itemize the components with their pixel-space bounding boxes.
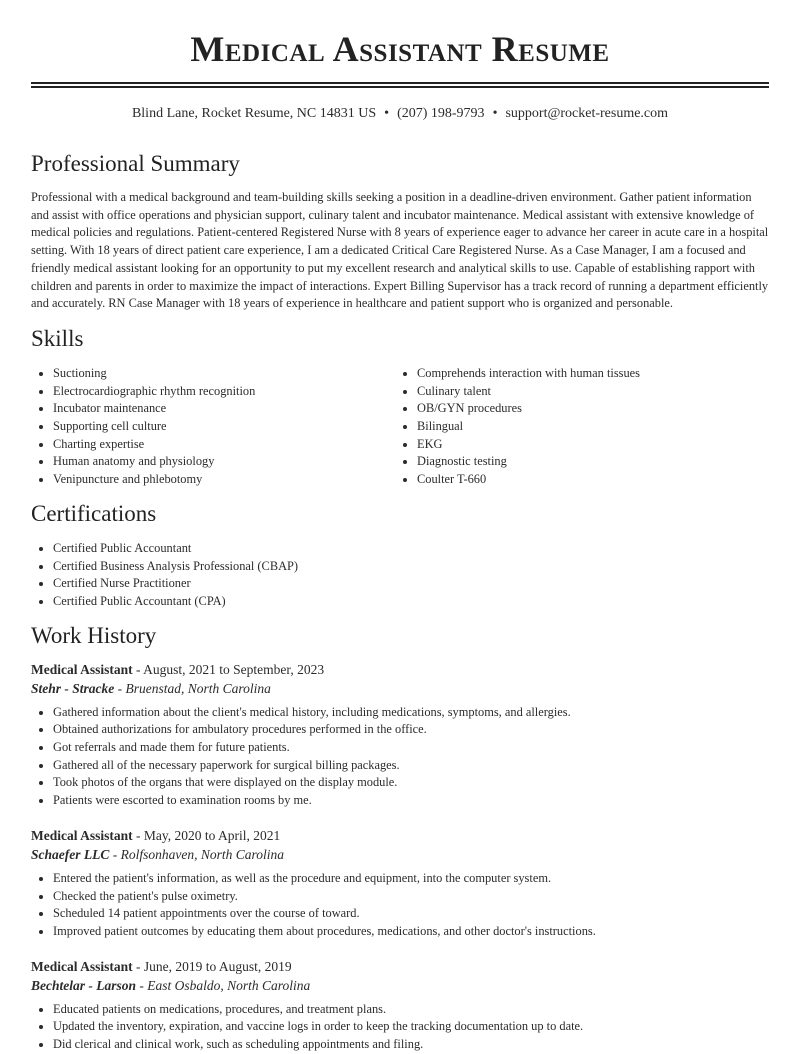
contact-email: support@rocket-resume.com — [505, 106, 669, 121]
job-entry — [31, 957, 769, 1054]
job-duties-list — [31, 704, 769, 810]
skill-item: • Bilingual — [417, 418, 759, 436]
job-duties-list — [31, 870, 769, 941]
job-title: Medical Assistant — [31, 827, 133, 843]
employer-line — [31, 976, 769, 995]
summary-text: Professional with a medical background and team-building skills seeking a position in a deadline-driven environment. Gather patient information and assist with office operations and physician support, culinary talent and incubator maintenance. Medical assistant with extensive knowledge of medical policies and regulations. Patient-centered Registered Nurse with 8 years of experience eager to advance her career in acute care in a hospital setting. With 18 years of direct patient care experience, I am a dedicated Critical Care Registered Nurse. As a Case Manager, I am a focused and friendly medical assistant looking for an opportunity to put my excellent research and analytical skills to use. Capable of establishing rapport with children and parents in order to maximize the impact of interactions. Expert Billing Supervisor has a track record of running a department efficiently and accurately. RN Case Manager with 18 years of experience in healthcare and patient support who is organized and personable. — [31, 190, 769, 311]
job-entry — [31, 826, 769, 941]
job-dates: - August, 2021 to September, 2023 — [132, 661, 325, 677]
job-duties-list — [31, 1001, 769, 1054]
job-location: - Bruenstad, North Carolina — [114, 680, 271, 696]
skill-item: • Venipuncture and phlebotomy — [53, 471, 395, 489]
skills-section — [31, 365, 769, 489]
job-duty-item: • Improved patient outcomes by educating them about procedures, medications, and other doctor's instructions. — [53, 923, 769, 941]
skills-heading: Skills — [31, 325, 84, 351]
employer-name: Schaefer LLC — [31, 846, 110, 862]
employer-name: Stehr - Stracke — [31, 680, 115, 696]
skill-item: • Incubator maintenance — [53, 400, 395, 418]
resume-title: Medical Assistant Resume — [190, 29, 610, 69]
job-duty-item: • Entered the patient's information, as well as the procedure and equipment, into the computer system. — [53, 870, 769, 888]
work-history-list — [31, 660, 769, 1054]
summary-heading: Professional Summary — [31, 151, 240, 176]
skill-item: • Culinary talent — [417, 383, 759, 401]
job-location: - Rolfsonhaven, North Carolina — [109, 846, 284, 862]
skills-column-right — [395, 365, 759, 489]
job-duty-item: • Updated the inventory, expiration, and vaccine logs in order to keep the tracking documentation up to date. — [53, 1018, 769, 1036]
job-duty-item: • Took photos of the organs that were displayed on the display module. — [53, 774, 769, 792]
job-duty-item: • Got referrals and made them for future patients. — [53, 739, 769, 757]
job-location: - East Osbaldo, North Carolina — [136, 977, 311, 993]
job-title-line — [31, 826, 769, 845]
skill-item: • EKG — [417, 436, 759, 454]
certification-item: • Certified Nurse Practitioner — [53, 575, 769, 593]
skill-item: • Comprehends interaction with human tissues — [417, 365, 759, 383]
employer-name: Bechtelar - Larson — [31, 977, 137, 993]
job-duty-item: • Scheduled 14 patient appointments over the course of toward. — [53, 905, 769, 923]
skill-item: • Diagnostic testing — [417, 453, 759, 471]
job-title-line — [31, 957, 769, 976]
job-duty-item: • Obtained authorizations for ambulatory procedures performed in the office. — [53, 721, 769, 739]
work-history-heading: Work History — [31, 622, 157, 648]
contact-address: Blind Lane, Rocket Resume, NC 14831 US — [131, 106, 377, 121]
certifications-heading: Certifications — [31, 500, 157, 526]
certification-item: • Certified Public Accountant (CPA) — [53, 593, 769, 611]
skill-item: • Electrocardiographic rhythm recognition — [53, 383, 395, 401]
job-title: Medical Assistant — [31, 958, 133, 974]
job-duty-item: • Patients were escorted to examination rooms by me. — [53, 792, 769, 810]
title-divider-top — [31, 82, 769, 84]
skill-item: • Coulter T-660 — [417, 471, 759, 489]
job-duty-item: • Educated patients on medications, procedures, and treatment plans. — [53, 1001, 769, 1019]
job-dates: - June, 2019 to August, 2019 — [132, 958, 292, 974]
skill-item: • Human anatomy and physiology — [53, 453, 395, 471]
job-duty-item: • Did clerical and clinical work, such as scheduling appointments and filing. — [53, 1036, 769, 1054]
job-duty-item: • Gathered information about the client's medical history, including medications, symptoms, and allergies. — [53, 704, 769, 722]
certifications-list — [31, 540, 769, 611]
skill-item: • Suctioning — [53, 365, 395, 383]
skill-item: • OB/GYN procedures — [417, 400, 759, 418]
job-dates: - May, 2020 to April, 2021 — [132, 827, 281, 843]
skills-list-left — [31, 365, 395, 489]
certification-item: • Certified Business Analysis Professional (CBAP) — [53, 558, 769, 576]
skill-item: • Charting expertise — [53, 436, 395, 454]
skills-list-right — [395, 365, 759, 489]
employer-line — [31, 845, 769, 864]
job-duty-item: • Checked the patient's pulse oximetry. — [53, 888, 769, 906]
employer-line — [31, 679, 769, 698]
skill-item: • Supporting cell culture — [53, 418, 395, 436]
job-entry — [31, 660, 769, 810]
contact-line — [31, 105, 769, 123]
bullet-separator: • — [492, 106, 498, 121]
job-title: Medical Assistant — [31, 661, 133, 677]
title-divider-bottom — [31, 86, 769, 88]
job-duty-item: • Gathered all of the necessary paperwork for surgical billing packages. — [53, 757, 769, 775]
skills-column-left — [31, 365, 395, 489]
job-title-line — [31, 660, 769, 679]
certification-item: • Certified Public Accountant — [53, 540, 769, 558]
contact-phone: (207) 198-9793 — [397, 106, 485, 121]
bullet-separator: • — [384, 106, 390, 121]
